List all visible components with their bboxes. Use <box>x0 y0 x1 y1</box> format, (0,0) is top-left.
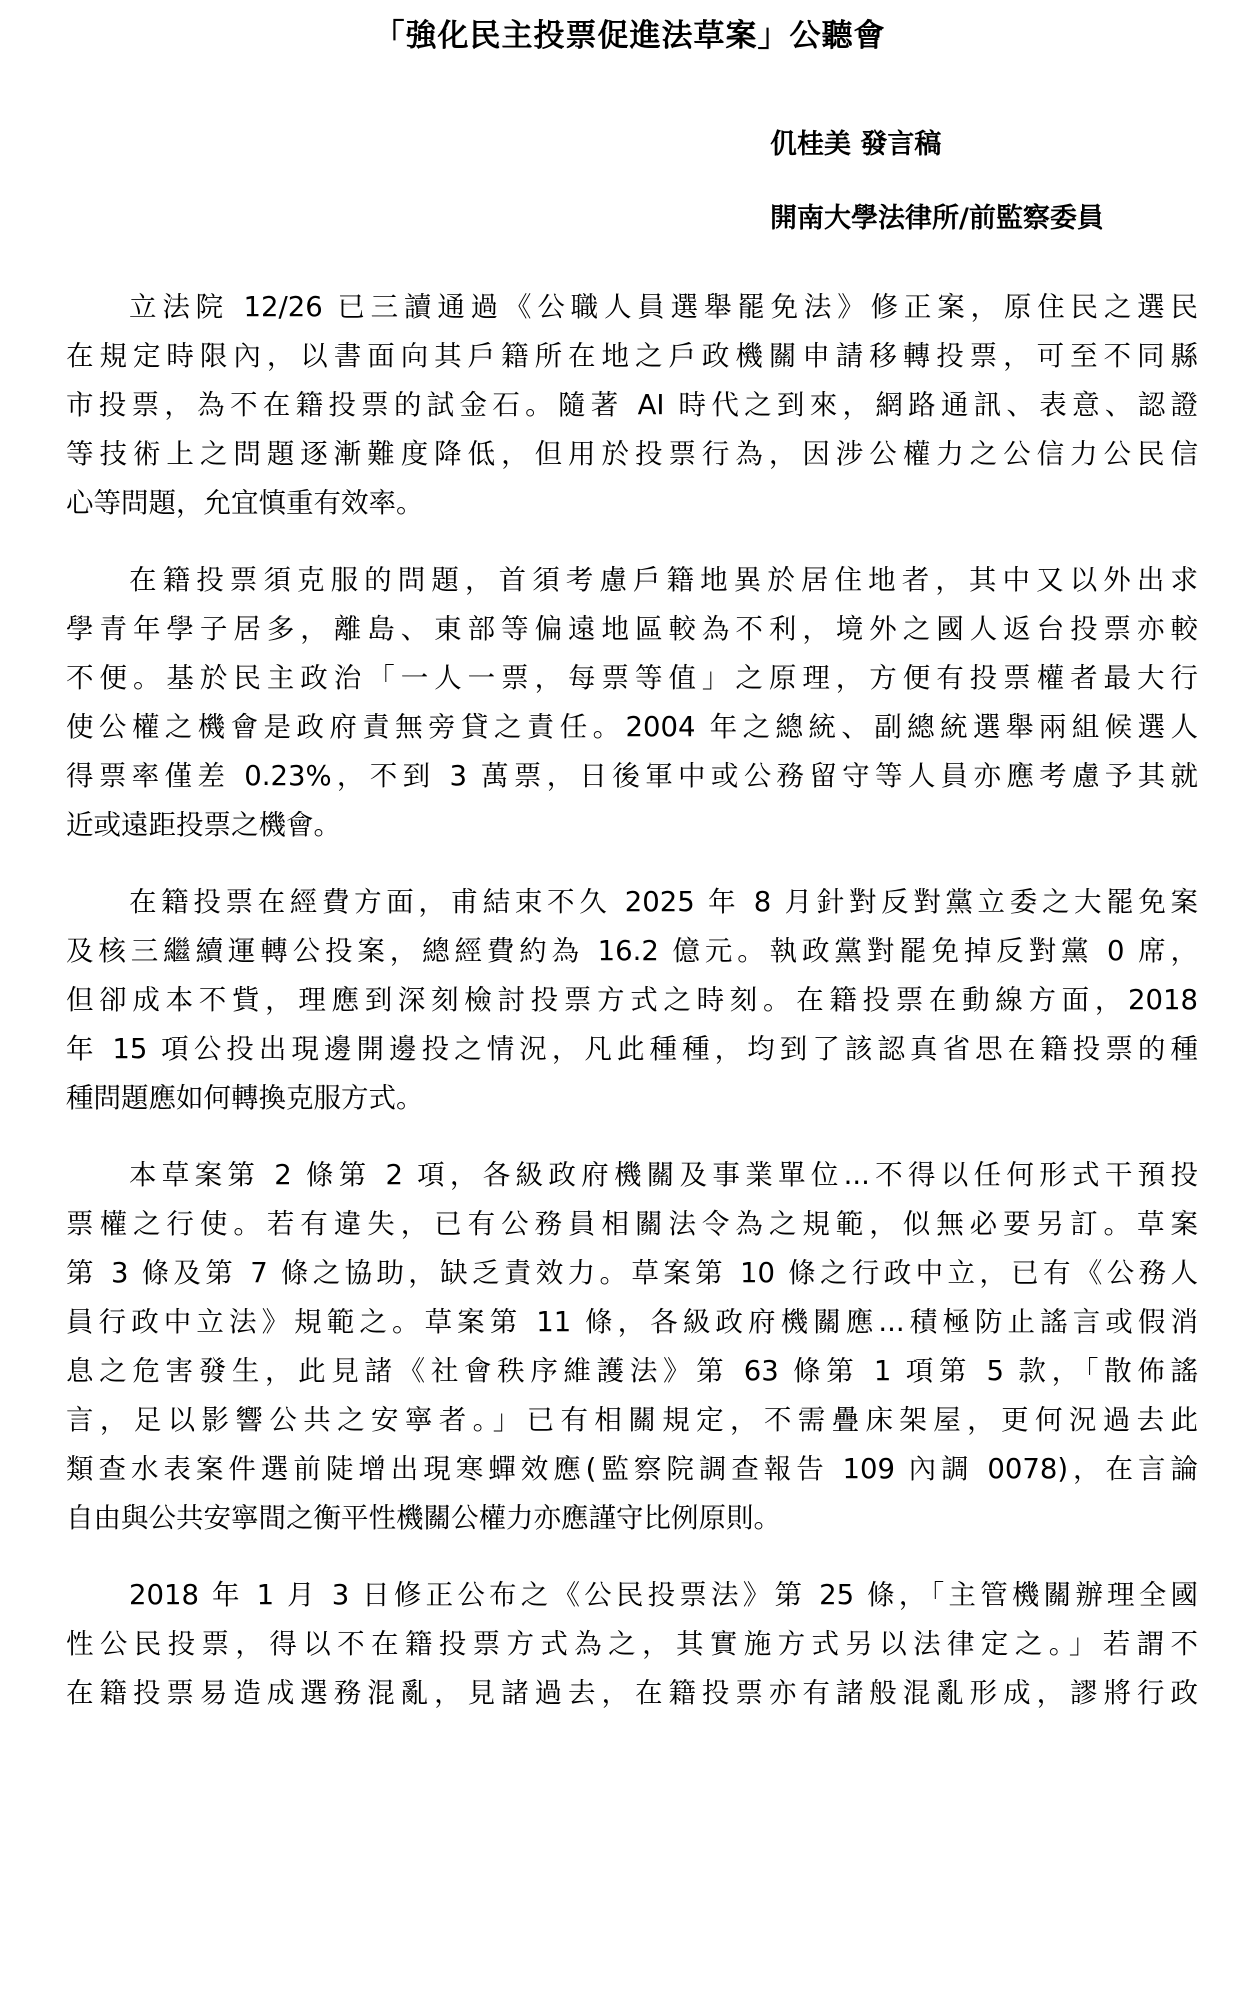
affiliation-line: 開南大學法律所/前監察委員 <box>770 203 1104 234</box>
paragraph-line: 但卻成本不貲，理應到深刻檢討投票方式之時刻。在籍投票在動線方面，2018 <box>66 984 1198 1016</box>
paragraph <box>66 283 1198 528</box>
paragraph-line: 等技術上之問題逐漸難度降低，但用於投票行為，因涉公權力之公信力公民信 <box>66 438 1198 470</box>
paragraph-line: 本草案第 2 條第 2 項，各級政府機關及事業單位...不得以任何形式干預投 <box>129 1159 1198 1191</box>
paragraph <box>66 1151 1198 1543</box>
paragraph-line: 不便。基於民主政治「一人一票，每票等值」之原理，方便有投票權者最大行 <box>66 662 1198 694</box>
paragraph-line: 第 3 條及第 7 條之協助，缺乏責效力。草案第 10 條之行政中立，已有《公務人 <box>66 1257 1198 1289</box>
paragraph-line: 得票率僅差 0.23%，不到 3 萬票，日後軍中或公務留守等人員亦應考慮予其就 <box>66 760 1198 792</box>
paragraph-line: 在籍投票在經費方面，甫結束不久 2025 年 8 月針對反對黨立委之大罷免案 <box>129 886 1198 918</box>
paragraph-line: 在規定時限內，以書面向其戶籍所在地之戶政機關申請移轉投票，可至不同縣 <box>66 340 1198 372</box>
paragraph-line: 學青年學子居多，離島、東部等偏遠地區較為不利，境外之國人返台投票亦較 <box>66 613 1198 645</box>
paragraph-line: 心等問題，允宜慎重有效率。 <box>66 487 424 519</box>
paragraph-line: 言，足以影響公共之安寧者。」已有相關規定，不需疊床架屋，更何況過去此 <box>66 1404 1198 1436</box>
paragraph-line: 在籍投票須克服的問題，首須考慮戶籍地異於居住地者，其中又以外出求 <box>129 564 1198 596</box>
paragraph <box>66 556 1198 850</box>
paragraph <box>66 1571 1198 1718</box>
paragraph-line: 在籍投票易造成選務混亂，見諸過去，在籍投票亦有諸般混亂形成，謬將行政 <box>66 1677 1198 1709</box>
paragraph-line: 市投票，為不在籍投票的試金石。隨著 AI 時代之到來，網路通訊、表意、認證 <box>66 389 1198 421</box>
paragraph-line: 票權之行使。若有違失，已有公務員相關法令為之規範，似無必要另訂。草案 <box>66 1208 1198 1240</box>
paragraph-line: 類查水表案件選前陡增出現寒蟬效應(監察院調查報告 109 內調 0078)，在言論 <box>66 1453 1198 1485</box>
paragraph-line: 及核三繼續運轉公投案，總經費約為 16.2 億元。執政黨對罷免掉反對黨 0 席， <box>66 935 1198 967</box>
paragraph-line: 員行政中立法》規範之。草案第 11 條，各級政府機關應...積極防止謠言或假消 <box>66 1306 1198 1338</box>
paragraph-line: 年 15 項公投出現邊開邊投之情況，凡此種種，均到了該認真省思在籍投票的種 <box>66 1033 1198 1065</box>
paragraph-line: 立法院 12/26 已三讀通過《公職人員選舉罷免法》修正案，原住民之選民 <box>129 291 1198 323</box>
paragraph-line: 近或遠距投票之機會。 <box>66 809 341 841</box>
paragraph-line: 種問題應如何轉換克服方式。 <box>66 1082 424 1114</box>
paragraph-line: 2018 年 1 月 3 日修正公布之《公民投票法》第 25 條，「主管機關辦理全國 <box>129 1579 1198 1611</box>
paragraph-line: 使公權之機會是政府責無旁貸之責任。2004 年之總統、副總統選舉兩組候選人 <box>66 711 1198 743</box>
page-title: 「強化民主投票促進法草案」公聽會 <box>373 18 886 54</box>
paragraph <box>66 878 1198 1123</box>
paragraph-line: 息之危害發生，此見諸《社會秩序維護法》第 63 條第 1 項第 5 款，「散佈謠 <box>66 1355 1198 1387</box>
paragraph-line: 自由與公共安寧間之衡平性機關公權力亦應謹守比例原則。 <box>66 1502 781 1534</box>
speaker-line: 仉桂美 發言稿 <box>770 129 942 160</box>
body-text <box>66 283 1198 1746</box>
paragraph-line: 性公民投票，得以不在籍投票方式為之，其實施方式另以法律定之。」若謂不 <box>66 1628 1198 1660</box>
